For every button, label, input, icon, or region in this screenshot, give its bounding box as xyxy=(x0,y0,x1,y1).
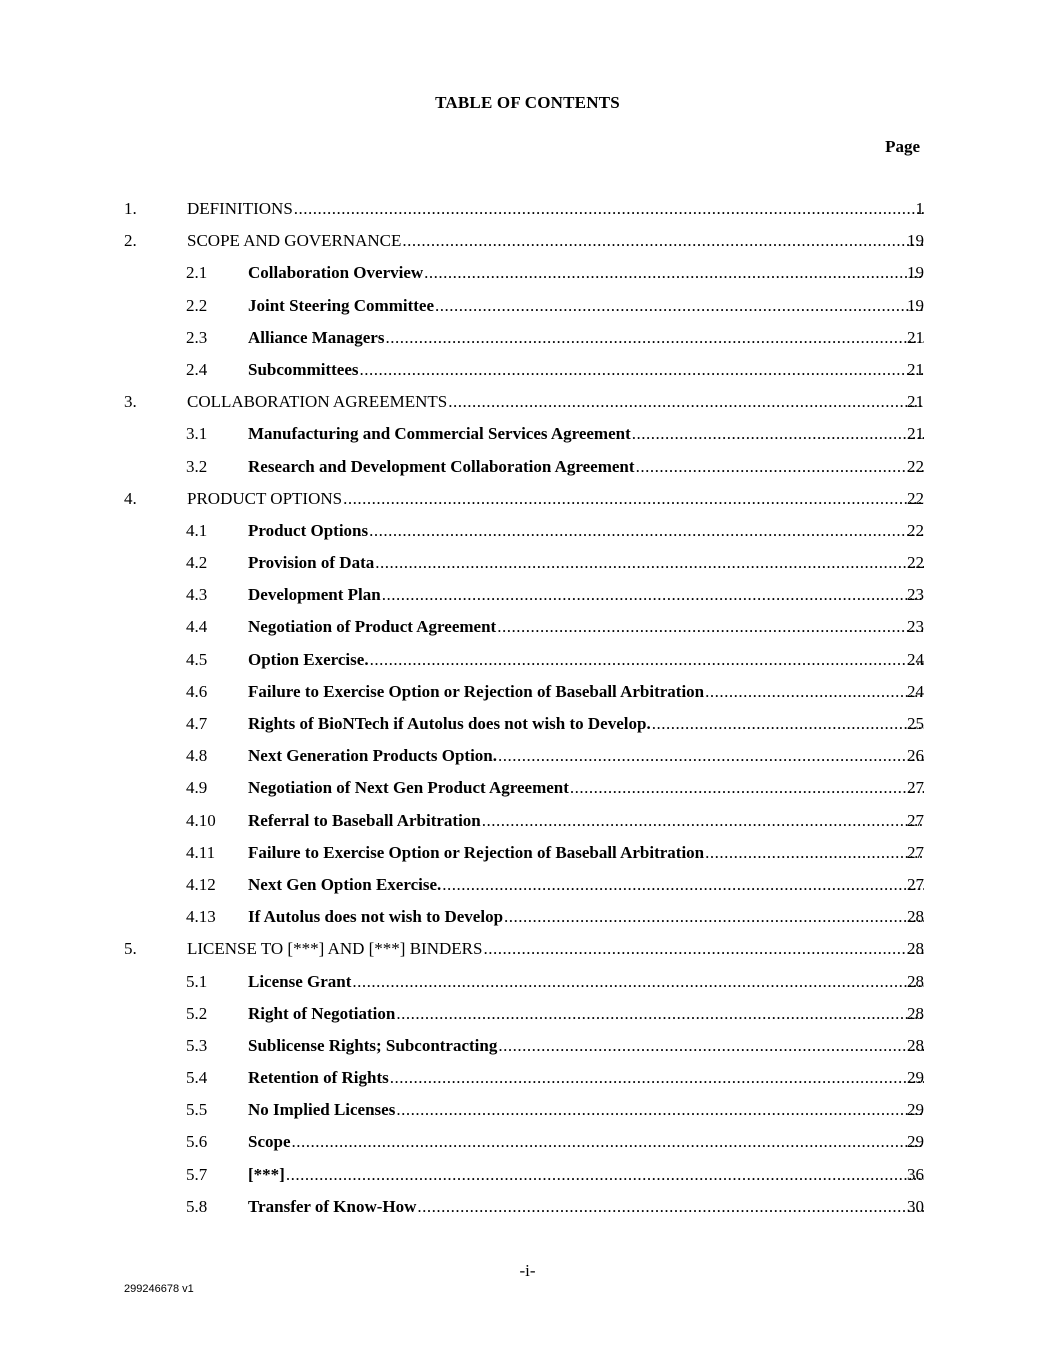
toc-entry-number: 1. xyxy=(124,199,137,218)
toc-entry-text xyxy=(248,421,924,447)
toc-entry-page: 21 xyxy=(907,327,924,347)
toc-entry-label: License Grant xyxy=(248,971,352,991)
toc-entry-number: 4.12 xyxy=(186,874,216,894)
toc-entry-label: Transfer of Know-How xyxy=(248,1196,417,1216)
toc-entry-label: Product Options xyxy=(248,520,369,540)
toc-subsection-row[interactable] xyxy=(0,904,1055,936)
toc-entry-label: Option Exercise. xyxy=(248,649,369,669)
dot-leader xyxy=(631,421,924,447)
toc-entry-number: 4.2 xyxy=(186,553,208,573)
toc-entry-page: 24 xyxy=(907,681,924,701)
dot-leader xyxy=(569,775,924,801)
toc-subsection-row[interactable] xyxy=(0,1097,1055,1129)
toc-entry-page: 19 xyxy=(907,263,924,283)
toc-subsection-row[interactable] xyxy=(0,260,1055,292)
toc-title: TABLE OF CONTENTS xyxy=(435,93,620,112)
toc-entry-text xyxy=(187,486,924,512)
toc-entry-label: Alliance Managers xyxy=(248,327,385,347)
toc-subsection-row[interactable] xyxy=(0,614,1055,646)
toc-entry-label: No Implied Licenses xyxy=(248,1100,396,1120)
toc-entry-page: 27 xyxy=(907,778,924,798)
toc-entry-page: 27 xyxy=(907,842,924,862)
toc-entry-page: 23 xyxy=(907,617,924,637)
toc-entry-text xyxy=(248,1001,924,1027)
dot-leader xyxy=(441,872,924,898)
toc-entry-page: 22 xyxy=(907,456,924,476)
dot-leader xyxy=(704,840,924,866)
toc-entry-number: 4.3 xyxy=(186,585,208,605)
toc-subsection-row[interactable] xyxy=(0,454,1055,486)
toc-entry-text xyxy=(248,775,924,801)
toc-entry-number: 5. xyxy=(124,939,137,959)
dot-leader xyxy=(291,1129,925,1155)
toc-entry-label: Sublicense Rights; Subcontracting xyxy=(248,1035,498,1055)
toc-subsection-row[interactable] xyxy=(0,1001,1055,1033)
toc-entry-page: 25 xyxy=(907,714,924,733)
toc-entry-text xyxy=(248,679,924,705)
toc-entry-text xyxy=(248,293,924,319)
toc-entry-label: Manufacturing and Commercial Services Agreement xyxy=(248,424,631,444)
toc-entry-label: Failure to Exercise Option or Rejection of Baseball Arbitration xyxy=(248,681,705,701)
toc-entry-number: 4.13 xyxy=(186,907,216,927)
page-column-label: Page xyxy=(885,137,920,156)
toc-list xyxy=(0,196,1055,1226)
toc-entry-label: Scope xyxy=(248,1132,291,1152)
toc-entry-page: 28 xyxy=(907,971,924,991)
toc-entry-number: 5.8 xyxy=(186,1196,208,1216)
toc-entry-number: 4. xyxy=(124,488,137,508)
toc-entry-page: 21 xyxy=(907,359,924,379)
toc-entry-label: Failure to Exercise Option or Rejection of Baseball Arbitration xyxy=(248,842,705,862)
toc-entry-text xyxy=(187,228,924,254)
toc-entry-text xyxy=(248,1065,924,1091)
toc-entry-text xyxy=(248,872,924,898)
toc-entry-page: 26 xyxy=(907,746,924,766)
toc-entry-label: Development Plan xyxy=(248,585,381,605)
toc-entry-number: 5.7 xyxy=(186,1164,208,1184)
dot-leader xyxy=(651,711,924,737)
toc-entry-text xyxy=(248,840,924,866)
toc-entry-page: 28 xyxy=(907,907,924,927)
toc-entry-page: 22 xyxy=(907,520,924,540)
toc-entry-page: 29 xyxy=(907,1100,924,1120)
toc-entry-label: Negotiation of Next Gen Product Agreement xyxy=(248,778,569,798)
toc-entry-text xyxy=(248,969,924,995)
toc-entry-number: 2. xyxy=(124,231,137,251)
toc-entry-label: Rights of BioNTech if Autolus does not wish to Develop. xyxy=(248,714,651,733)
toc-entry-page: 21 xyxy=(907,424,924,444)
toc-subsection-row[interactable] xyxy=(0,808,1055,840)
toc-section-row[interactable] xyxy=(0,936,1055,968)
toc-entry-label: [***] xyxy=(248,1164,285,1184)
dot-leader xyxy=(635,454,924,480)
toc-subsection-row[interactable] xyxy=(0,1194,1055,1226)
toc-entry-page: 29 xyxy=(907,1132,924,1152)
toc-entry-page: 27 xyxy=(907,874,924,894)
toc-entry-text xyxy=(248,614,924,640)
dot-leader xyxy=(374,550,924,576)
toc-entry-number: 2.1 xyxy=(186,263,208,283)
toc-entry-label: Retention of Rights xyxy=(248,1068,389,1088)
toc-entry-page: 36 xyxy=(907,1164,924,1184)
dot-leader xyxy=(401,228,924,254)
toc-entry-number: 4.9 xyxy=(186,778,208,798)
toc-entry-text xyxy=(248,454,924,480)
toc-entry-label: Provision of Data xyxy=(248,553,375,573)
toc-entry-number: 4.5 xyxy=(186,649,208,669)
toc-entry-number: 3. xyxy=(124,392,137,412)
toc-subsection-row[interactable] xyxy=(0,679,1055,711)
toc-entry-text xyxy=(248,582,924,608)
toc-entry-label: Collaboration Overview xyxy=(248,263,424,283)
toc-entry-text xyxy=(248,1033,924,1059)
toc-section-row[interactable] xyxy=(0,389,1055,421)
toc-entry-label: Next Generation Products Option. xyxy=(248,746,498,766)
toc-entry-text xyxy=(187,196,924,222)
toc-section-row[interactable] xyxy=(0,228,1055,260)
toc-entry-label: PRODUCT OPTIONS xyxy=(187,488,343,508)
toc-subsection-row[interactable] xyxy=(0,743,1055,775)
toc-entry-text xyxy=(248,1162,924,1188)
toc-entry-page: 28 xyxy=(907,1035,924,1055)
toc-entry-page: 23 xyxy=(907,585,924,605)
toc-entry-number: 2.3 xyxy=(186,327,208,347)
toc-entry-text xyxy=(248,357,924,383)
toc-entry-page: 28 xyxy=(907,1003,924,1023)
toc-subsection-row[interactable] xyxy=(0,711,1055,743)
toc-entry-number: 5.1 xyxy=(186,971,208,991)
toc-entry-page: 19 xyxy=(907,231,924,251)
toc-entry-text xyxy=(248,1129,924,1155)
toc-entry-number: 4.10 xyxy=(186,810,216,830)
toc-entry-label: Right of Negotiation xyxy=(248,1003,396,1023)
toc-entry-number: 2.2 xyxy=(186,295,208,315)
toc-entry-number: 5.3 xyxy=(186,1035,208,1055)
toc-entry-page: 29 xyxy=(907,1068,924,1088)
toc-entry-number: 5.6 xyxy=(186,1132,208,1152)
toc-entry-number: 4.1 xyxy=(186,520,208,540)
toc-entry-text xyxy=(187,936,924,962)
toc-entry-number: 4.11 xyxy=(186,842,216,862)
toc-entry-label: If Autolus does not wish to Develop xyxy=(248,907,504,927)
toc-entry-label: Negotiation of Product Agreement xyxy=(248,617,497,637)
toc-subsection-row[interactable] xyxy=(0,1162,1055,1194)
toc-entry-page: 1 xyxy=(915,199,924,218)
dot-leader xyxy=(368,518,924,544)
toc-entry-text xyxy=(248,808,924,834)
dot-leader xyxy=(497,743,924,769)
toc-entry-text xyxy=(248,711,924,737)
toc-entry-text xyxy=(248,325,924,351)
toc-entry-number: 5.2 xyxy=(186,1003,208,1023)
toc-entry-label: Referral to Baseball Arbitration xyxy=(248,810,481,830)
dot-leader xyxy=(497,1033,924,1059)
toc-entry-label: LICENSE TO [***] AND [***] BINDERS xyxy=(187,939,483,959)
dot-leader xyxy=(351,969,924,995)
dot-leader xyxy=(293,196,924,222)
toc-entry-number: 3.1 xyxy=(186,424,208,444)
toc-entry-number: 5.4 xyxy=(186,1068,208,1088)
toc-entry-text xyxy=(248,1097,924,1123)
toc-entry-number: 4.8 xyxy=(186,746,208,766)
dot-leader xyxy=(381,582,924,608)
document-id: 299246678 v1 xyxy=(124,1283,194,1295)
toc-subsection-row[interactable] xyxy=(0,550,1055,582)
toc-entry-label: Subcommittees xyxy=(248,359,359,379)
toc-entry-number: 2.4 xyxy=(186,359,208,379)
toc-subsection-row[interactable] xyxy=(0,357,1055,389)
toc-section-row[interactable] xyxy=(0,486,1055,518)
toc-entry-text xyxy=(248,550,924,576)
dot-leader xyxy=(423,260,924,286)
toc-entry-label: Research and Development Collaboration Agreement xyxy=(248,456,635,476)
dot-leader xyxy=(704,679,924,705)
toc-section-row[interactable] xyxy=(0,196,1055,228)
toc-entry-page: 19 xyxy=(907,295,924,315)
toc-entry-text xyxy=(248,904,924,930)
dot-leader xyxy=(358,357,924,383)
toc-entry-page: 28 xyxy=(907,939,924,959)
toc-entry-label: DEFINITIONS xyxy=(187,199,293,218)
toc-entry-page: 22 xyxy=(907,488,924,508)
dot-leader xyxy=(342,486,924,512)
dot-leader xyxy=(395,1097,924,1123)
toc-subsection-row[interactable] xyxy=(0,1129,1055,1161)
toc-entry-number: 4.6 xyxy=(186,681,208,701)
toc-entry-label: COLLABORATION AGREEMENTS xyxy=(187,392,448,412)
toc-subsection-row[interactable] xyxy=(0,647,1055,679)
toc-entry-text xyxy=(248,743,924,769)
toc-subsection-row[interactable] xyxy=(0,518,1055,550)
toc-subsection-row[interactable] xyxy=(0,582,1055,614)
toc-entry-page: 30 xyxy=(907,1196,924,1216)
toc-entry-text xyxy=(248,518,924,544)
dot-leader xyxy=(496,614,924,640)
toc-entry-page: 27 xyxy=(907,810,924,830)
toc-entry-text xyxy=(248,647,924,673)
toc-entry-number: 4.4 xyxy=(186,617,208,637)
toc-entry-text xyxy=(187,389,924,415)
toc-entry-number: 5.5 xyxy=(186,1100,208,1120)
dot-leader xyxy=(389,1065,924,1091)
dot-leader xyxy=(384,325,924,351)
toc-entry-label: Next Gen Option Exercise. xyxy=(248,874,442,894)
dot-leader xyxy=(481,808,924,834)
toc-entry-text xyxy=(248,260,924,286)
toc-entry-page: 22 xyxy=(907,553,924,573)
dot-leader xyxy=(285,1162,924,1188)
toc-entry-number: 3.2 xyxy=(186,456,208,476)
toc-subsection-row[interactable] xyxy=(0,840,1055,872)
toc-subsection-row[interactable] xyxy=(0,872,1055,904)
dot-leader xyxy=(482,936,924,962)
toc-subsection-row[interactable] xyxy=(0,1033,1055,1065)
dot-leader xyxy=(447,389,924,415)
toc-subsection-row[interactable] xyxy=(0,325,1055,357)
dot-leader xyxy=(395,1001,924,1027)
toc-entry-number: 4.7 xyxy=(186,714,208,733)
toc-entry-label: SCOPE AND GOVERNANCE xyxy=(187,231,402,251)
toc-entry-page: 24 xyxy=(907,649,924,669)
toc-entry-text xyxy=(248,1194,924,1220)
dot-leader xyxy=(503,904,924,930)
dot-leader xyxy=(369,647,924,673)
page-number: -i- xyxy=(519,1261,536,1280)
toc-subsection-row[interactable] xyxy=(0,775,1055,807)
toc-subsection-row[interactable] xyxy=(0,293,1055,325)
toc-entry-label: Joint Steering Committee xyxy=(248,295,435,315)
toc-subsection-row[interactable] xyxy=(0,421,1055,453)
dot-leader xyxy=(416,1194,924,1220)
toc-subsection-row[interactable] xyxy=(0,969,1055,1001)
dot-leader xyxy=(434,293,924,319)
toc-entry-page: 21 xyxy=(907,392,924,412)
toc-subsection-row[interactable] xyxy=(0,1065,1055,1097)
